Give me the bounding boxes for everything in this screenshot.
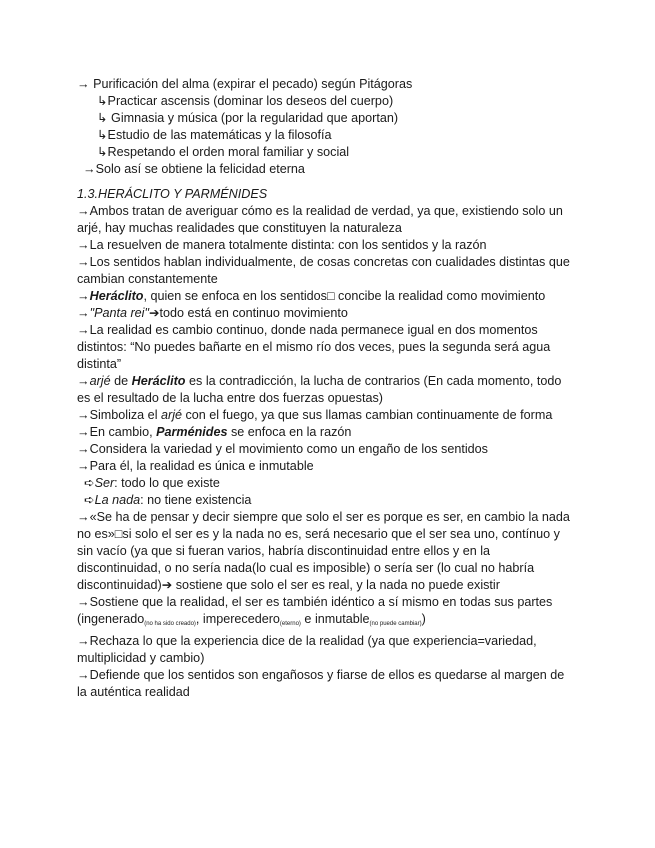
heraclito-name: Heráclito — [131, 374, 186, 388]
paragraph-18: →Defiende que los sentidos son engañosos y fiarse de ellos es quedarse al margen de la auténtica realidad — [77, 668, 565, 699]
text: (ingenerado — [77, 612, 145, 626]
paragraph-5 — [77, 305, 577, 322]
paragraph-4 — [77, 288, 577, 305]
term-ser: Ser — [94, 476, 115, 490]
section-heading: 1.3.HERÁCLITO Y PARMÉNIDES — [77, 187, 268, 201]
arrow-icon: ➪ — [84, 493, 95, 507]
intro-line-6: →Solo así se obtiene la felicidad eterna — [83, 162, 305, 176]
text: →En cambio, — [77, 425, 157, 439]
arje-term: arjé — [161, 408, 182, 422]
panta-rei: "Panta rei" — [89, 306, 149, 320]
intro-line-5: ↳Respetando el orden moral familiar y social — [97, 145, 350, 159]
paragraph-9 — [77, 424, 577, 441]
text: concibe la realidad como movimiento — [334, 289, 546, 303]
paragraph-17: →Rechaza lo que la experiencia dice de la realidad (ya que experiencia=variedad, multiplicidad y cambio) — [77, 634, 537, 665]
arrow-icon: ➪ — [84, 476, 95, 490]
bullet-ser — [77, 475, 577, 492]
subscript-note: (no ha sido creado) — [144, 621, 196, 627]
paragraph-8 — [77, 407, 577, 424]
intro-line-2: ↳Practicar ascensis (dominar los deseos del cuerpo) — [97, 94, 394, 108]
text: se enfoca en la razón — [227, 425, 352, 439]
text: es la contradicción, la lucha de contrarios (En cada momento, todo es el resultado de la lucha entre dos fuerzas opuestas) — [77, 374, 562, 405]
text: : todo lo que existe — [114, 476, 220, 490]
box-glyph: □ — [326, 289, 335, 303]
paragraph-11: →Para él, la realidad es única e inmutable — [77, 459, 314, 473]
paragraph-10: →Considera la variedad y el movimiento como un engaño de los sentidos — [77, 442, 488, 456]
arrow: → — [77, 289, 90, 303]
text: de — [110, 374, 132, 388]
paragraph-1: →Ambos tratan de averiguar cómo es la realidad de verdad, ya que, existiendo solo un arjé, hay muchas realidades que constituyen la naturaleza — [77, 204, 563, 235]
text: e inmutable — [300, 612, 370, 626]
subscript-note: (eterno) — [279, 621, 301, 627]
intro-line-4: ↳Estudio de las matemáticas y la filosofía — [97, 128, 332, 142]
intro-line-1: → Purificación del alma (expirar el pecado) según Pitágoras — [77, 77, 413, 91]
subscript-note: (no puede cambiar) — [369, 621, 422, 627]
text: , quien se enfoca en los sentidos — [143, 289, 327, 303]
text: con el fuego, ya que sus llamas cambian continuamente de forma — [182, 408, 553, 422]
intro-line-3: ↳ Gimnasia y música (por la regularidad que aportan) — [97, 111, 399, 125]
paragraph-3: →Los sentidos hablan individualmente, de cosas concretas con cualidades distintas que cambian constantemente — [77, 255, 570, 286]
term-la-nada: La nada — [94, 493, 141, 507]
paragraph-7 — [77, 373, 577, 407]
arrow: → — [77, 306, 90, 320]
arrow: → — [77, 374, 90, 388]
document-page — [77, 76, 577, 701]
text: ➔todo está en continuo movimiento — [148, 306, 348, 320]
paragraph-16 — [77, 611, 577, 633]
text: , imperecedero — [195, 612, 280, 626]
bullet-nada — [77, 492, 577, 509]
paragraph-15: →Sostiene que la realidad, el ser es también idéntico a sí mismo en todas sus partes — [77, 595, 553, 609]
paragraph-6: →La realidad es cambio continuo, donde nada permanece igual en dos momentos distintos: “No puedes bañarte en el mismo río dos veces, pues la segunda será agua distinta” — [77, 323, 551, 371]
text: →Simboliza el — [77, 408, 161, 422]
text: : no tiene existencia — [140, 493, 252, 507]
heraclito-name: Heráclito — [89, 289, 144, 303]
paragraph-2: →La resuelven de manera totalmente distinta: con los sentidos y la razón — [77, 238, 487, 252]
parmenides-name: Parménides — [156, 425, 228, 439]
text: ) — [421, 612, 426, 626]
arje-term: arjé — [89, 374, 111, 388]
paragraph-14: →«Se ha de pensar y decir siempre que solo el ser es porque es ser, en cambio la nada no es»□si solo el ser es y la nada no es, será necesario que el ser sea uno, contínuo y sin vacío (ya que si fueran varios, habría discontinuidad entre ellos y en la discontinuidad, o no sería nada(lo cual es imposible) o sería ser (lo cual no habría discontinuidad)➔ sostiene que solo el ser es real, y la nada no puede existir — [77, 510, 570, 592]
